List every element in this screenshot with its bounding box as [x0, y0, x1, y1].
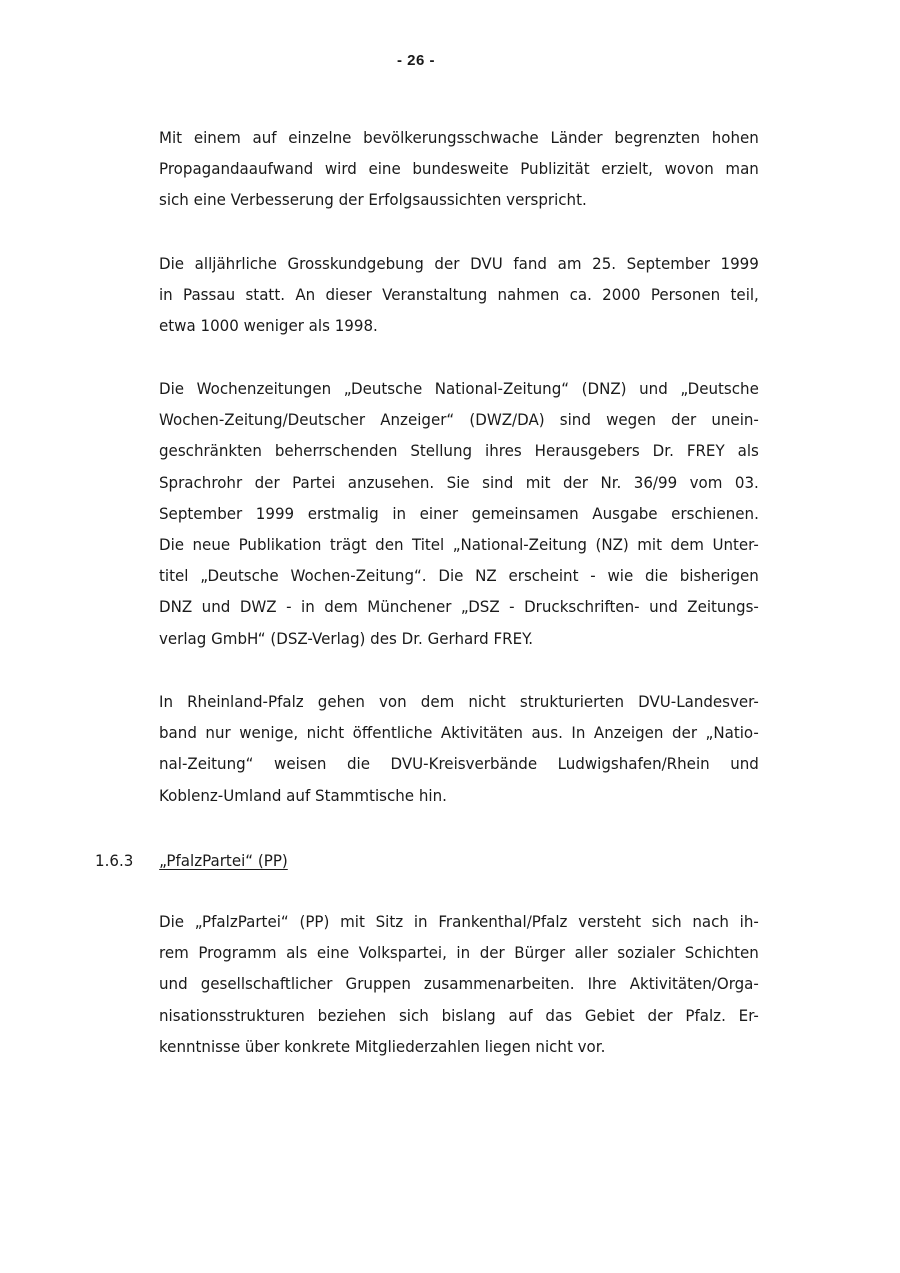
text-line: nal-Zeitung“ weisen die DVU-Kreisverbände Ludwigshafen/Rhein und	[159, 754, 759, 774]
text-line: Die Wochenzeitungen „Deutsche National-Zeitung“ (DNZ) und „Deutsche	[159, 379, 759, 398]
text-line: Die alljährliche Grosskundgebung der DVU fand am 25. September 1999	[159, 254, 759, 273]
paragraph-grosskundgebung	[159, 248, 759, 342]
paragraph-propaganda	[159, 122, 759, 216]
text-line: rem Programm als eine Volkspartei, in der Bürger aller sozialer Schichten	[159, 943, 759, 963]
text-line: DNZ und DWZ - in dem Münchener „DSZ - Druckschriften- und Zeitungs-	[159, 597, 759, 617]
text-line: Die „PfalzPartei“ (PP) mit Sitz in Frankenthal/Pfalz versteht sich nach ih-	[159, 912, 759, 931]
section-heading	[95, 847, 288, 875]
text-line: September 1999 erstmalig in einer gemeinsamen Ausgabe erschienen.	[159, 503, 759, 523]
section-title: „PfalzPartei“ (PP)	[159, 851, 288, 870]
text-line: in Passau statt. An dieser Veranstaltung nahmen ca. 2000 Personen teil,	[159, 285, 759, 305]
text-line: geschränkten beherrschenden Stellung ihres Herausgebers Dr. FREY als	[159, 441, 759, 461]
text-line: nisationsstrukturen beziehen sich bislang auf das Gebiet der Pfalz. Er-	[159, 1005, 759, 1025]
text-line: sich eine Verbesserung der Erfolgsaussichten verspricht.	[159, 190, 587, 210]
paragraph-pfalzpartei	[159, 906, 759, 1062]
text-line: Sprachrohr der Partei anzusehen. Sie sind mit der Nr. 36/99 vom 03.	[159, 472, 759, 492]
text-line: verlag GmbH“ (DSZ-Verlag) des Dr. Gerhard FREY.	[159, 628, 534, 648]
text-line: Die neue Publikation trägt den Titel „National-Zeitung (NZ) mit dem Unter-	[159, 534, 759, 554]
text-line: Wochen-Zeitung/Deutscher Anzeiger“ (DWZ/DA) sind wegen der unein-	[159, 410, 759, 430]
text-line: und gesellschaftlicher Gruppen zusammenarbeiten. Ihre Aktivitäten/Orga-	[159, 974, 759, 994]
text-line: Koblenz-Umland auf Stammtische hin.	[159, 785, 447, 805]
text-line: Mit einem auf einzelne bevölkerungsschwache Länder begrenzten hohen	[159, 128, 759, 147]
text-line: kenntnisse über konkrete Mitgliederzahlen liegen nicht vor.	[159, 1036, 606, 1056]
paragraph-rheinland-pfalz	[159, 686, 759, 811]
text-line: etwa 1000 weniger als 1998.	[159, 316, 378, 336]
paragraph-wochenzeitungen	[159, 373, 759, 654]
section-number: 1.6.3	[95, 851, 134, 870]
text-line: titel „Deutsche Wochen-Zeitung“. Die NZ erscheint - wie die bisherigen	[159, 566, 759, 586]
text-line: band nur wenige, nicht öffentliche Aktivitäten aus. In Anzeigen der „Natio-	[159, 723, 759, 743]
text-line: In Rheinland-Pfalz gehen von dem nicht strukturierten DVU-Landesver-	[159, 692, 759, 711]
page-number: - 26 -	[396, 52, 435, 69]
text-line: Propagandaaufwand wird eine bundesweite Publizität erzielt, wovon man	[159, 159, 759, 179]
